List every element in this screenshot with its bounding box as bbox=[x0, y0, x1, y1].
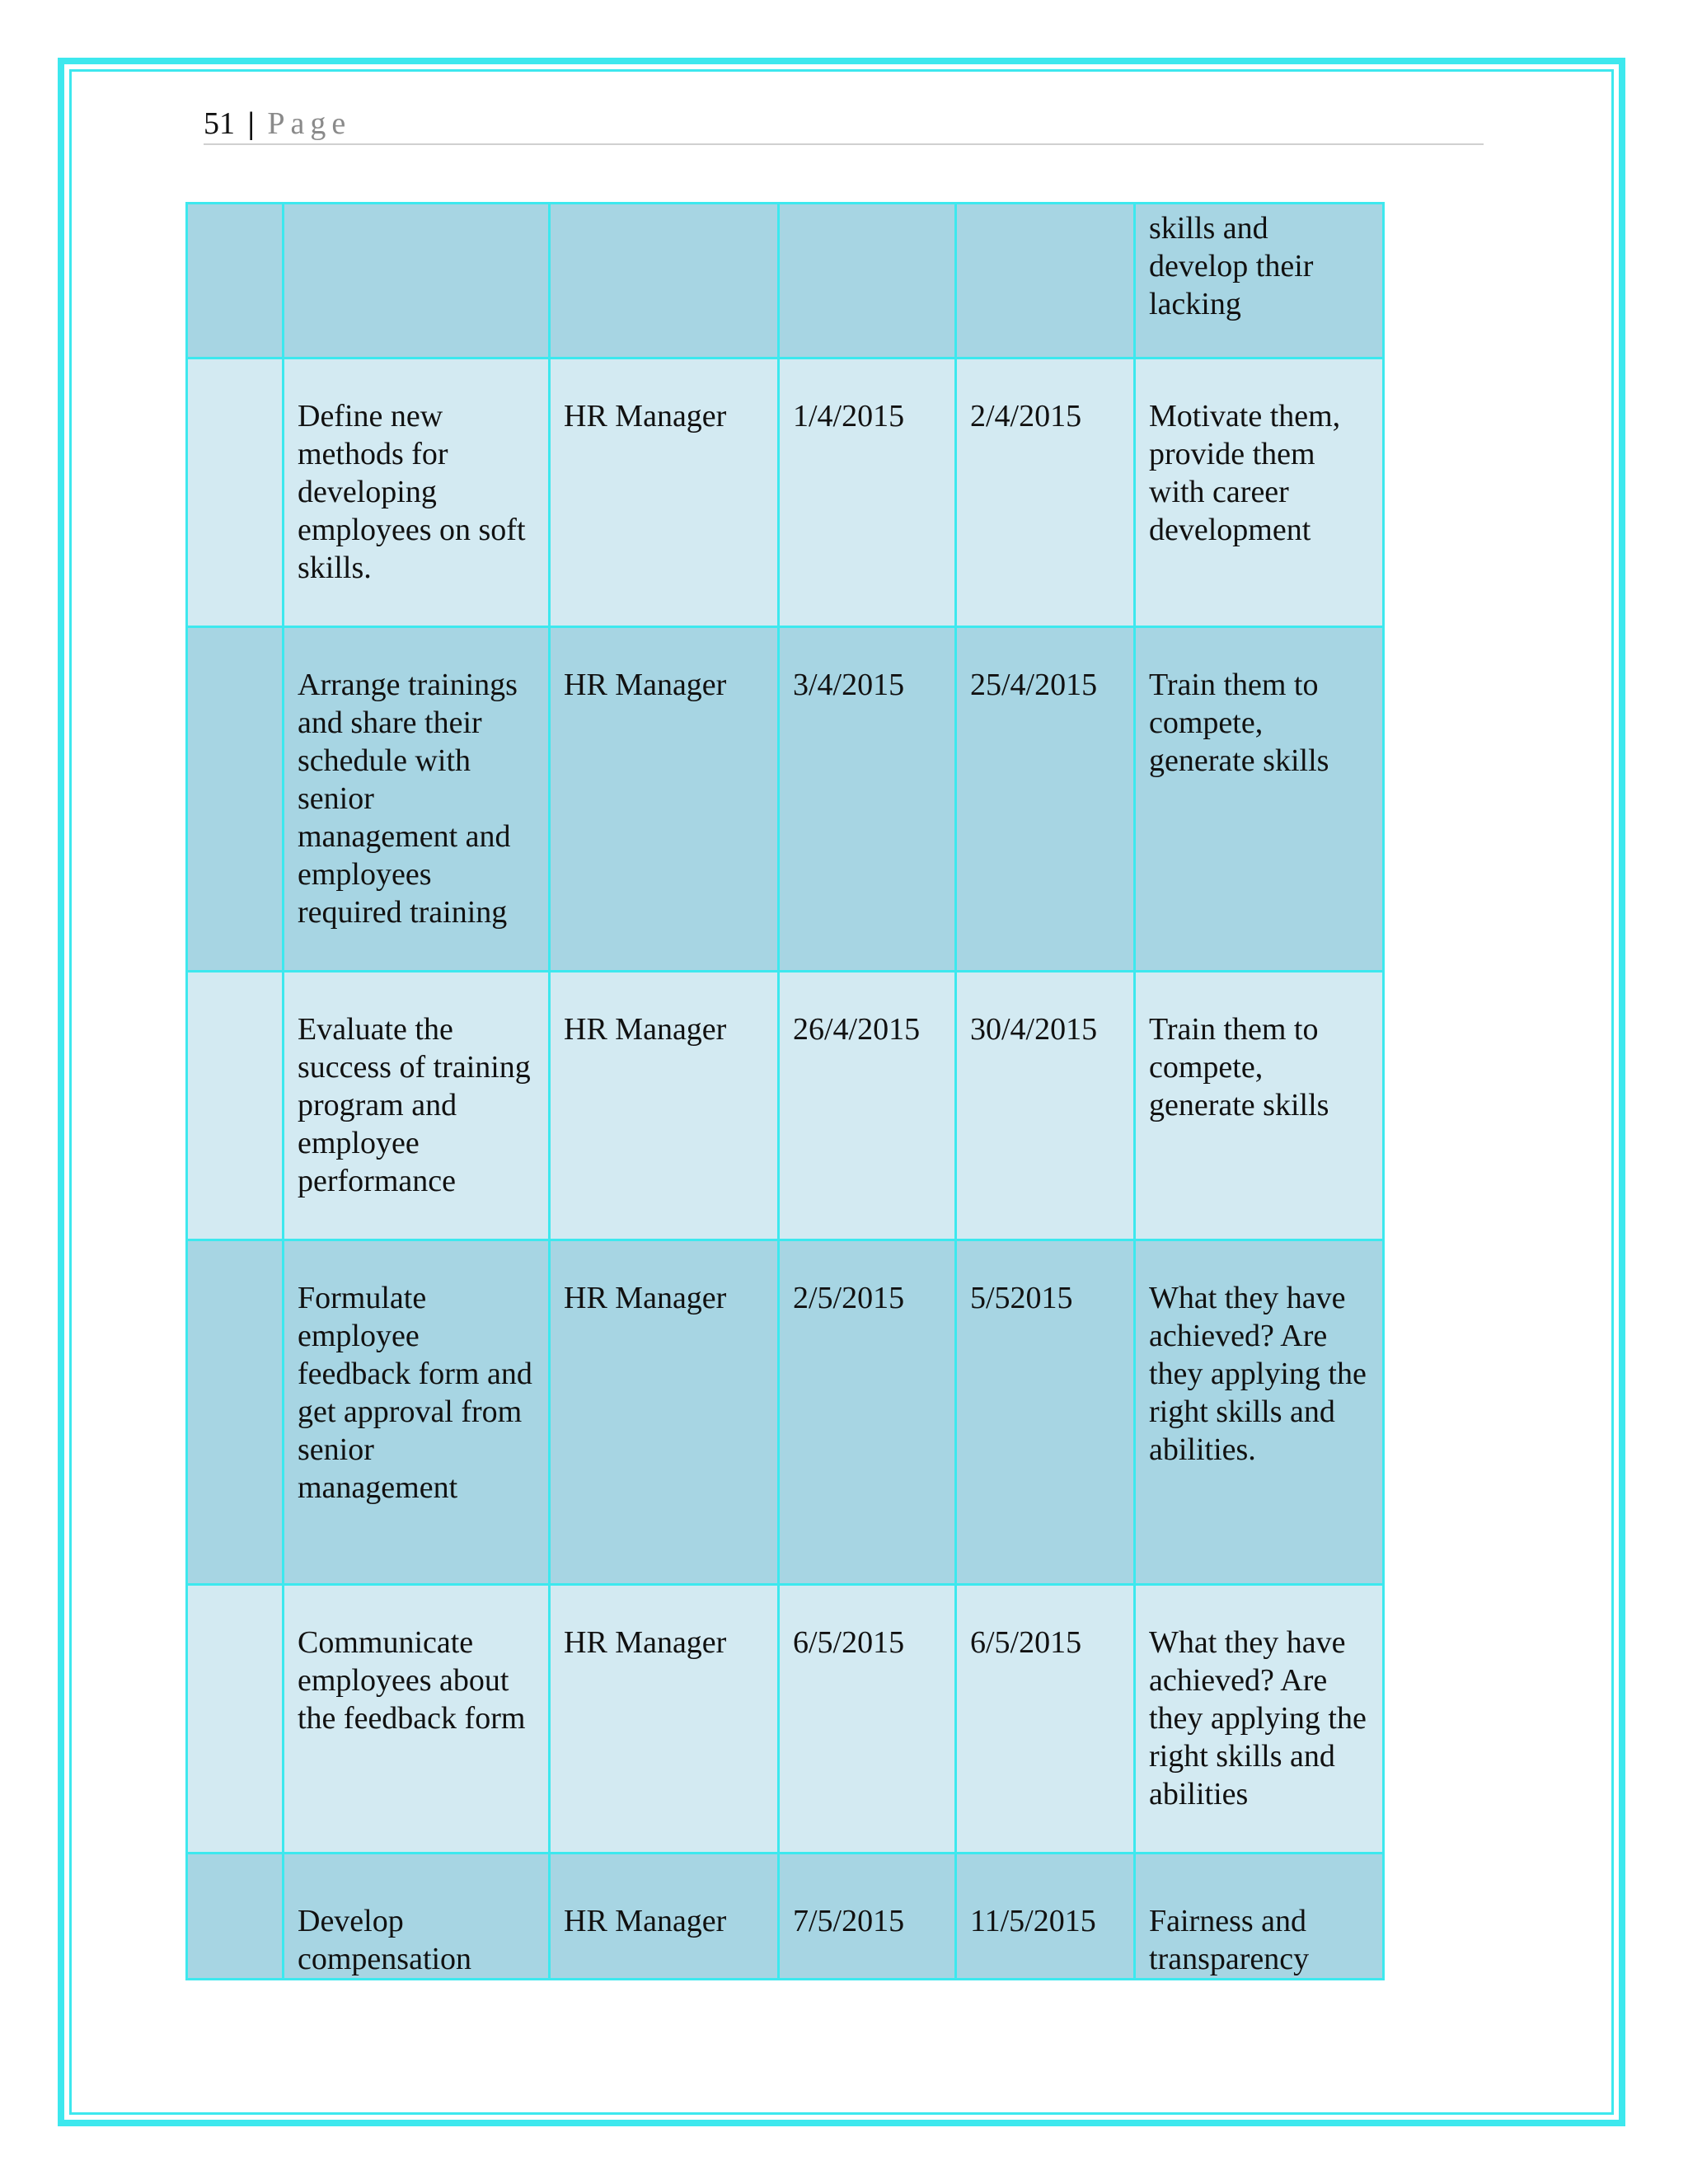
cell-objective: skills and develop their lacking bbox=[1135, 204, 1384, 359]
cell-end-date: 2/4/2015 bbox=[956, 359, 1135, 627]
cell-end-date: 5/52015 bbox=[956, 1240, 1135, 1585]
cell-start-date: 6/5/2015 bbox=[779, 1585, 956, 1854]
table-row bbox=[187, 972, 1384, 1240]
cell-start-date: 7/5/2015 bbox=[779, 1854, 956, 1980]
cell-end-date: 30/4/2015 bbox=[956, 972, 1135, 1240]
page-header bbox=[204, 102, 1484, 145]
cell-responsible bbox=[550, 204, 779, 359]
cell-activity: Develop compensation bbox=[284, 1854, 550, 1980]
cell-start-date: 26/4/2015 bbox=[779, 972, 956, 1240]
cell-start-date: 1/4/2015 bbox=[779, 359, 956, 627]
cell-objective: Fairness and transparency bbox=[1135, 1854, 1384, 1980]
cell-responsible: HR Manager bbox=[550, 1854, 779, 1980]
cell-responsible: HR Manager bbox=[550, 1240, 779, 1585]
cell-start-date bbox=[779, 204, 956, 359]
cell-objective: Motivate them, provide them with career development bbox=[1135, 359, 1384, 627]
cell-no bbox=[187, 1854, 284, 1980]
action-plan-table bbox=[185, 202, 1385, 1980]
cell-responsible: HR Manager bbox=[550, 627, 779, 972]
cell-objective: Train them to compete, generate skills bbox=[1135, 972, 1384, 1240]
cell-start-date: 3/4/2015 bbox=[779, 627, 956, 972]
table-row bbox=[187, 204, 1384, 359]
table-row bbox=[187, 1240, 1384, 1585]
cell-activity: Communicate employees about the feedback form bbox=[284, 1585, 550, 1854]
cell-no bbox=[187, 627, 284, 972]
cell-objective: What they have achieved? Are they applying the right skills and abilities. bbox=[1135, 1240, 1384, 1585]
cell-activity: Formulate employee feedback form and get approval from senior management bbox=[284, 1240, 550, 1585]
cell-start-date: 2/5/2015 bbox=[779, 1240, 956, 1585]
cell-end-date: 11/5/2015 bbox=[956, 1854, 1135, 1980]
cell-no bbox=[187, 972, 284, 1240]
cell-no bbox=[187, 1240, 284, 1585]
cell-activity: Arrange trainings and share their schedule with senior management and employees required training bbox=[284, 627, 550, 972]
table-row bbox=[187, 1585, 1384, 1854]
cell-no bbox=[187, 1585, 284, 1854]
cell-objective: Train them to compete, generate skills bbox=[1135, 627, 1384, 972]
header-separator: | bbox=[247, 106, 255, 141]
cell-end-date: 6/5/2015 bbox=[956, 1585, 1135, 1854]
cell-responsible: HR Manager bbox=[550, 359, 779, 627]
cell-activity bbox=[284, 204, 550, 359]
cell-responsible: HR Manager bbox=[550, 972, 779, 1240]
table-row bbox=[187, 627, 1384, 972]
cell-activity: Define new methods for developing employees on soft skills. bbox=[284, 359, 550, 627]
cell-objective: What they have achieved? Are they applying the right skills and abilities bbox=[1135, 1585, 1384, 1854]
table-row bbox=[187, 359, 1384, 627]
cell-no bbox=[187, 204, 284, 359]
cell-activity: Evaluate the success of training program and employee performance bbox=[284, 972, 550, 1240]
cell-end-date: 25/4/2015 bbox=[956, 627, 1135, 972]
cell-end-date bbox=[956, 204, 1135, 359]
page-label: Page bbox=[267, 106, 352, 141]
cell-no bbox=[187, 359, 284, 627]
page-number: 51 bbox=[204, 106, 235, 141]
table-row bbox=[187, 1854, 1384, 1980]
cell-responsible: HR Manager bbox=[550, 1585, 779, 1854]
